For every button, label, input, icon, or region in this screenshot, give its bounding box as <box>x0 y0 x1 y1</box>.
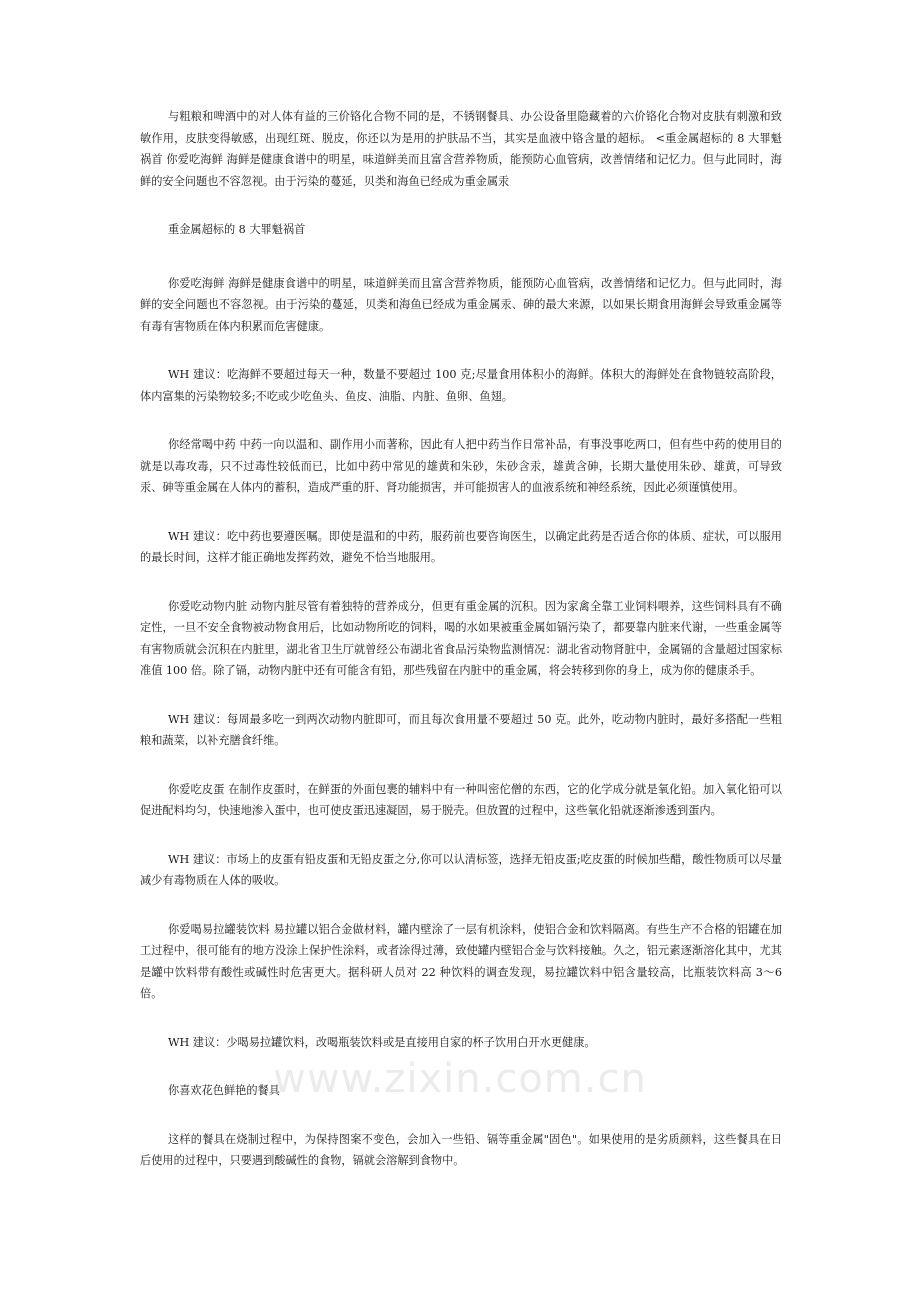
seafood-paragraph: 你爱吃海鲜 海鲜是健康食谱中的明星，味道鲜美而且富含营养物质，能预防心血管病，改善情绪和记忆力。但与此同时，海鲜的安全问题也不容忽视。由于污染的蔓延，贝类和海鱼已经成为重金属汞、砷的最大来源，以如果长期食用海鲜会导致重金属等有毒有害物质在体内积累而危害健康。 <box>140 276 782 333</box>
document-body <box>140 106 782 1199</box>
herbal-medicine-advice: WH 建议：吃中药也要遵医嘱。即使是温和的中药，服药前也要咨询医生，以确定此药是否适合你的体质、症状，可以服用的最长时间，这样才能正确地发挥药效，避免不恰当地服用。 <box>140 529 782 564</box>
organ-meat-advice: WH 建议：每周最多吃一到两次动物内脏即可，而且每次食用量不要超过 50 克。此外，吃动物内脏时，最好多搭配一些粗粮和蔬菜，以补充膳食纤维。 <box>140 712 782 747</box>
canned-drink-advice: WH 建议：少喝易拉罐饮料，改喝瓶装饮料或是直接用自家的杯子饮用白开水更健康。 <box>168 1035 596 1049</box>
tableware-paragraph: 这样的餐具在烧制过程中，为保持图案不变色，会加入一些铅、镉等重金属"固色"。如果使用的是劣质颜料，这些餐具在日后使用的过程中，只要遇到酸碱性的食物，镉就会溶解到食物中。 <box>140 1132 782 1167</box>
watermark: www.zixin.com.cn <box>273 1056 647 1102</box>
seafood-advice: WH 建议：吃海鲜不要超过每天一种，数量不要超过 100 克;尽量食用体积小的海鲜。体积大的海鲜处在食物链较高阶段，体内富集的污染物较多;不吃或少吃鱼头、鱼皮、油脂、内脏、鱼卵、鱼翅。 <box>140 368 782 403</box>
organ-meat-paragraph: 你爱吃动物内脏 动物内脏尽管有着独特的营养成分，但更有重金属的沉积。因为家禽全靠工业饲料喂养，这些饲料具有不确定性，一旦不安全食物被动物食用后，比如动物所吃的饲料，喝的水如果被重金属如镉污染了，都要靠内脏来代谢，一些重金属等有害物质就会沉积在内脏里，湖北省卫生厅就曾经公布湖北省食品污染物监测情况：湖北省动物肾脏中，金属镉的含量超过国家标准值 100 倍。除了镉，动物内脏中还有可能含有铅，那些残留在内脏中的重金属，将会转移到你的身上，成为你的健康杀手。 <box>140 599 782 677</box>
preserved-egg-advice: WH 建议：市场上的皮蛋有铅皮蛋和无铅皮蛋之分,你可以认清标签，选择无铅皮蛋;吃皮蛋的时候加些醋，酸性物质可以尽量减少有毒物质在人体的吸收。 <box>140 852 782 887</box>
herbal-medicine-paragraph: 你经常喝中药 中药一向以温和、副作用小而著称，因此有人把中药当作日常补品，有事没事吃两口，但有些中药的使用目的就是以毒攻毒，只不过毒性较低而已，比如中药中常见的雄黄和朱砂，朱砂含汞，雄黄含砷，长期大量使用朱砂、雄黄，可导致汞、砷等重金属在人体内的蓄积，造成严重的肝、肾功能损害，并可能损害人的血液系统和神经系统，因此必须谨慎使用。 <box>140 438 782 494</box>
tableware-heading: 你喜欢花色鲜艳的餐具 <box>168 1084 280 1097</box>
section-heading: 重金属超标的 8 大罪魁祸首 <box>168 223 306 236</box>
intro-paragraph: 与粗粮和啤酒中的对人体有益的三价铬化合物不同的是，不锈钢餐具、办公设备里隐藏着的六价铬化合物对皮肤有刺激和致敏作用，皮肤变得敏感，出现红斑、脱皮，你还以为是用的护肤品不当，其实是血液中铬含量的超标。 <重金属超标的 8 大罪魁祸首 你爱吃海鲜 海鲜是健康食谱中的明星，味道鲜美而且富含营养物质，能预防心血管病，改善情绪和记忆力。但与此同时，海鲜的安全问题也不容忽视。由于污染的蔓延，贝类和海鱼已经成为重金属汞 <box>140 110 782 188</box>
canned-drink-paragraph: 你爱喝易拉罐装饮料 易拉罐以铝合金做材料，罐内壁涂了一层有机涂料，使铝合金和饮料隔离。有些生产不合格的铝罐在加工过程中，很可能有的地方没涂上保护性涂料，或者涂得过薄，致使罐内壁铝合金与饮料接触。久之，铝元素逐渐溶化其中，尤其是罐中饮料带有酸性或碱性时危害更大。据科研人员对 22 种饮料的调查发现，易拉罐饮料中铝含量较高，比瓶装饮料高 3～6 倍。 <box>140 922 782 1000</box>
preserved-egg-paragraph: 你爱吃皮蛋 在制作皮蛋时，在鲜蛋的外面包裹的辅料中有一种叫密佗僧的东西，它的化学成分就是氧化铅。加入氧化铅可以促进配料均匀，快速地渗入蛋中，也可使皮蛋迅速凝固，易于脱壳。但放置的过程中，这些氧化铅就逐渐渗透到蛋内。 <box>140 782 782 817</box>
